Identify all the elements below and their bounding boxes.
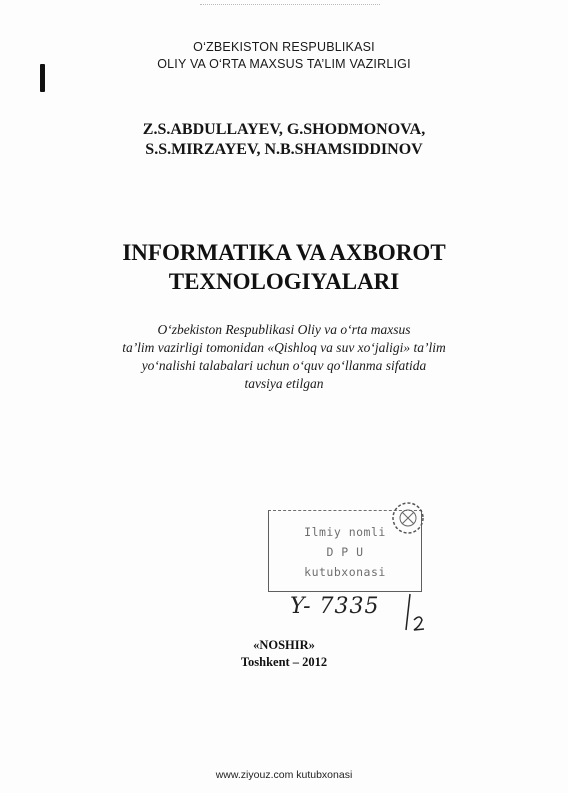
authors-line-2: S.S.MIRZAYEV, N.B.SHAMSIDDINOV bbox=[145, 141, 423, 158]
handwritten-slash-icon bbox=[402, 592, 432, 632]
library-seal-icon bbox=[390, 500, 426, 536]
authors-line-1: Z.S.ABDULLAYEV, G.SHODMONOVA, bbox=[142, 121, 426, 138]
source-footer: www.ziyouz.com kutubxonasi bbox=[215, 769, 353, 781]
ministry-line-2: OLIY VA O‘RTA MAXSUS TA’LIM VAZIRLIGI bbox=[157, 57, 411, 71]
stamp-line-3: kutubxonasi bbox=[304, 565, 386, 579]
stamp-line-1: Ilmiy nomli bbox=[304, 525, 386, 539]
recommendation-line-2: ta’lim vazirligi tomonidan «Qishloq va suv xo‘jaligi» ta’lim bbox=[122, 340, 446, 355]
book-title-line-2: TEXNOLOGIYALARI bbox=[168, 269, 400, 294]
scan-artifact bbox=[200, 4, 380, 7]
recommendation-line-1: O‘zbekiston Respublikasi Oliy va o‘rta maxsus bbox=[157, 322, 411, 337]
publisher-city-year: Toshkent – 2012 bbox=[240, 655, 328, 669]
recommendation-line-3: yo‘nalishi talabalari uchun o‘quv qo‘llanma sifatida bbox=[141, 358, 427, 373]
inventory-number: Y- 7335 bbox=[290, 594, 380, 619]
ministry-line-1: O‘ZBEKISTON RESPUBLIKASI bbox=[193, 40, 375, 54]
publisher-name: «NOSHIR» bbox=[253, 638, 315, 652]
book-title-line-1: INFORMATIKA VA AXBOROT bbox=[122, 240, 446, 265]
inventory-suffix bbox=[402, 592, 432, 632]
recommendation-line-4: tavsiya etilgan bbox=[244, 376, 324, 391]
stamp-line-2: D P U bbox=[326, 545, 364, 559]
